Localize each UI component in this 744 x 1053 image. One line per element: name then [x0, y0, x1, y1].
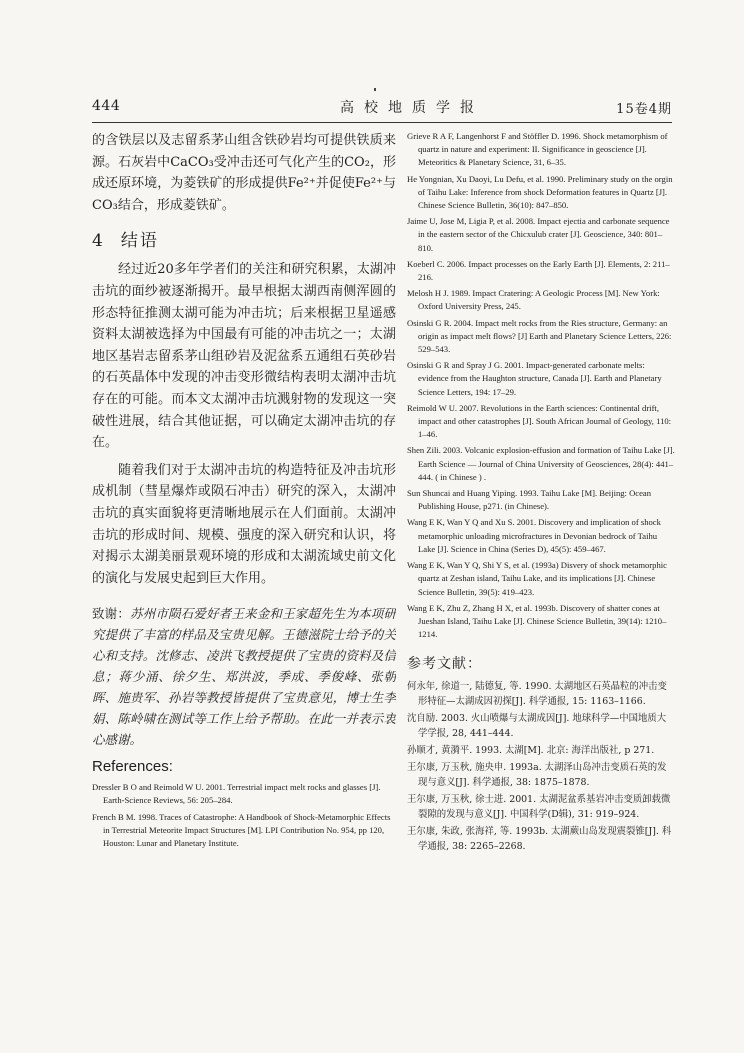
conclusion-paragraph-1: 经过近20多年学者们的关注和研究积累，太湖冲击坑的面纱被逐渐揭开。最早根据太湖西南侧浑圆的形态特征推测太湖可能为冲击坑；后来根据卫星遥感资料太湖被选择为中国最有可能的冲击坑之一；太湖地区基岩志留系茅山组砂岩及泥盆系五通组石英砂岩的石英晶体中发现的冲击变形微结构表明太湖冲击坑存在的可能。而本文太湖冲击坑溅射物的发现这一突破性进展，结合其他证据，可以确定太湖冲击坑的存在。 — [92, 262, 396, 451]
print-speck — [374, 88, 376, 91]
header-rule — [92, 122, 672, 123]
cn-reference-entry: 孙顺才, 黄漪平. 1993. 太湖[M]. 北京: 海洋出版社, p 271. — [407, 745, 655, 757]
ack-text: 苏州市陨石爱好者王来金和王家超先生为本项研究提供了丰富的样品及宝贵见解。王德滋院士给予的关心和支持。沈修志、凌洪飞教授提供了宝贵的资料及信息；蒋少涌、徐夕生、郑洪波，季成、季俊峰、张朝晖、施贵军、孙岩等教授皆提供了宝贵意见，博士生李娟、陈岭啸在测试等工作上给予帮助。在此一并表示衷心感谢。 — [92, 606, 396, 748]
conclusion-paragraph-2: 随着我们对于太湖冲击坑的构造特征及冲击坑形成机制（彗星爆炸或陨石冲击）研究的深入，太湖冲击坑的真实面貌将更清晰地展示在人们面前。太湖冲击坑的形成时间、规模、强度的深入研究和认识，将对揭示太湖美丽景观环境的形成和太湖流域史前文化的演化与发展史起到巨大作用。 — [92, 462, 396, 586]
page-number: 444 — [92, 98, 121, 114]
left-column — [92, 130, 396, 1000]
right-column — [407, 130, 675, 1000]
chinese-references-heading: 参考文献： — [407, 656, 482, 673]
reference-entry: Koeberl C. 2006. Impact processes on the Early Earth [J]. Elements, 2: 211–216. — [407, 258, 670, 283]
section-title: 结语 — [120, 231, 159, 252]
journal-title: 高校地质学报 — [340, 100, 484, 116]
cn-reference-entry: 何永年, 徐道一, 陆德复, 等. 1990. 太湖地区石英晶粒的冲击变形特征—太湖成因初探[J]. 科学通报, 15: 1163–1166. — [407, 681, 667, 708]
reference-entry: Sun Shuncai and Huang Yiping. 1993. Taihu Lake [M]. Beijing: Ocean Publishing House, p271. (in Chinese). — [407, 488, 652, 512]
cn-reference-entry: 王尔康, 万玉秋, 徐士进. 2001. 太湖泥盆系基岩冲击变质卸载微裂隙的发现与意义[J]. 中国科学(D辑), 31: 919–924. — [407, 794, 671, 821]
section-heading — [92, 226, 396, 251]
reference-entry: Wang E K, Zhu Z, Zhang H X, et al. 1993b. Discovery of shatter cones at Jueshan Island, Taihu Lake [J]. Chinese Science Bulletin, 39(14): 1210–1214. — [407, 602, 667, 640]
reference-entry: Melosh H J. 1989. Impact Cratering: A Geologic Process [M]. New York: Oxford University Press, 245. — [407, 288, 660, 312]
continuation-paragraph: 的含铁层以及志留系茅山组含铁砂岩均可提供铁质来源。石灰岩中CaCO₃受冲击还可气化产生的CO₂，形成还原环境，为菱铁矿的形成提供Fe²⁺并促使Fe²⁺与CO₃结合，形成菱铁矿。 — [92, 133, 396, 213]
reference-entry: Wang E K, Wan Y Q and Xu S. 2001. Discovery and implication of shock metamorphic unloading microfractures in Devonian bedrock of Taihu Lake [J]. Science in China (Series D), 45(5): 459–467. — [407, 517, 661, 554]
reference-entry: Grieve R A F, Langenhorst F and Stöffler D. 1996. Shock metamorphism of quartz in nature and experiment: II. Significance in geoscience [J]. Meteoritics & Planetary Science, 31, 6–35. — [407, 131, 668, 168]
running-header — [92, 98, 672, 118]
ack-label: 致谢： — [92, 606, 131, 622]
cn-reference-entry: 王尔康, 朱政, 张海祥, 等. 1993b. 太湖蕨山岛发现震裂锥[J]. 科学通报, 38: 2265–2268. — [407, 826, 672, 853]
reference-entry: Jaime U, Jose M, Ligia P, et al. 2008. Impact ejectia and carbonate sequence in the eastern sector of the Chicxulub crater [J]. Geoscience, 340: 801–810. — [407, 216, 670, 253]
left-reference-list — [92, 781, 396, 850]
reference-entry: Osinski G R and Spray J G. 2001. Impact-generated carbonate melts: evidence from the Haughton structure, Canada [J]. Earth and Planetary Science Letters, 194: 17–29. — [407, 360, 662, 397]
right-reference-list — [407, 130, 675, 641]
section-number: 4 — [92, 231, 105, 252]
reference-entry: Shen Zili. 2003. Volcanic explosion-effusion and formation of Taihu Lake [J]. Earth Science — Journal of China University of Geosciences, 28(4): 441–444. ( in Chinese ) . — [407, 445, 675, 482]
cn-reference-entry: 沈自励. 2003. 火山喷爆与太湖成因[J]. 地球科学—中国地质大学学报, 28, 441–444. — [407, 713, 667, 740]
reference-entry: Reimold W U. 2007. Revolutions in the Earth sciences: Continental drift, impact and other catastrophes [J]. South African Journal of Geology, 110: 1–46. — [407, 402, 672, 440]
cn-reference-entry: 王尔康, 万玉秋, 施央申. 1993a. 太湖泽山岛冲击变质石英的发现与意义[J]. 科学通报, 38: 1875–1878. — [407, 762, 667, 789]
reference-entry: Osinski G R. 2004. Impact melt rocks from the Ries structure, Germany: an origin as impact melt flows? [J] Earth and Planetary Science Letters, 226: 529–543. — [407, 317, 672, 355]
references-heading: References: — [92, 758, 173, 776]
reference-entry: Wang E K, Wan Y Q, Shi Y S, et al. (1993a) Disvery of shock metamorphic quartz at Zeshan island, Taihu Lake, and its implications [J]. Chinese Science Bulletin, 39(5): 419–423. — [407, 560, 667, 597]
reference-entry: Dressler B O and Reimold W U. 2001. Terrestrial impact melt rocks and glasses [J]. Earth-Science Reviews, 56: 205–284. — [92, 782, 381, 806]
volume-issue: 15卷4期 — [616, 102, 672, 117]
reference-entry: He Yongnian, Xu Daoyi, Lu Defu, et al. 1990. Preliminary study on the orgin of Taihu Lake: Inference from shock Deformation features in Quartz [J]. Chinese Science Bulletin, 36(10): 847–850. — [407, 173, 673, 211]
chinese-reference-list — [407, 679, 675, 854]
acknowledgements — [92, 603, 396, 750]
reference-entry: French B M. 1998. Traces of Catastrophe: A Handbook of Shock-Metamorphic Effects in Terrestrial Meteorite Impact Structures [M]. LPI Contribution No. 954, pp 120, Houston: Lunar and Planetary Institute. — [92, 811, 391, 849]
